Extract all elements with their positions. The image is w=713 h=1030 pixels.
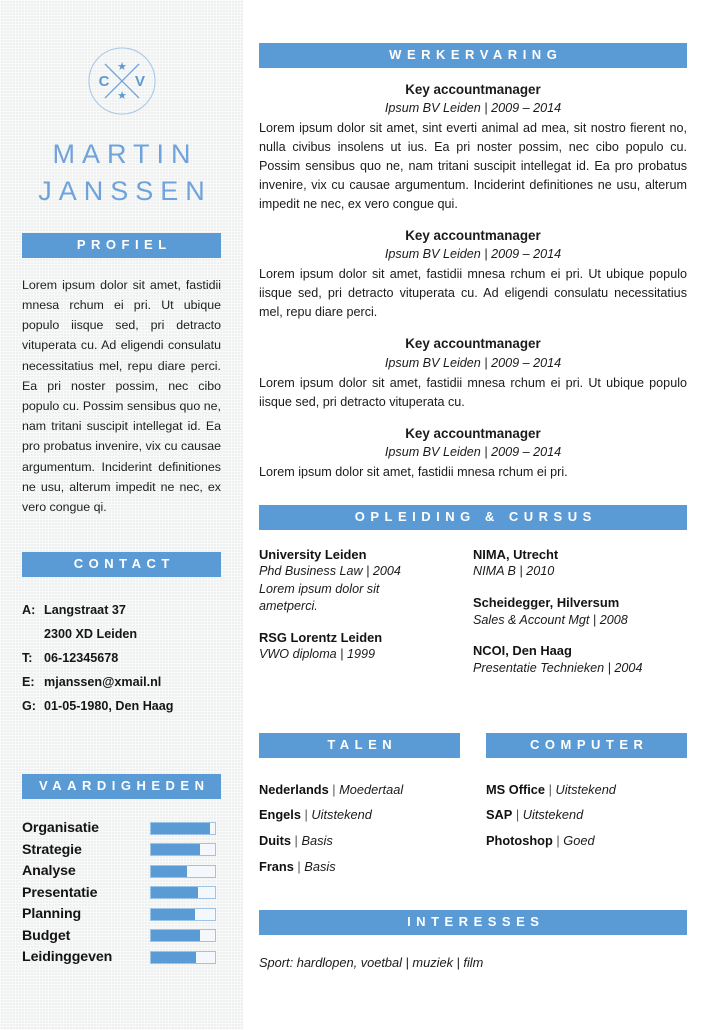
item-level: Uitstekend: [555, 781, 616, 797]
contact-key: E:: [22, 675, 35, 690]
item-level: Goed: [563, 833, 595, 849]
item-label: MS Office: [486, 781, 546, 797]
skill-label: Planning: [22, 906, 82, 923]
skill-progress-fill: [151, 866, 187, 877]
skill-progress-bar: [150, 843, 216, 856]
education-item: [259, 629, 461, 664]
talen-computer-headers: [259, 733, 687, 880]
item-level: Basis: [301, 833, 333, 849]
education-item: [473, 642, 675, 677]
section-vaardigheden: [0, 774, 243, 968]
section-opleiding: [259, 505, 687, 677]
contact-value-city: 2300 XD Leiden: [44, 626, 138, 641]
item-separator: |: [293, 859, 305, 875]
talen-column: [259, 733, 460, 880]
skill-row: [22, 861, 221, 883]
education-org: NCOI, Den Haag: [473, 642, 572, 658]
job-meta: Ipsum BV Leiden | 2009 – 2014: [384, 101, 562, 116]
skill-row: [22, 818, 221, 840]
contact-row-email[interactable]: [22, 670, 221, 694]
education-org: University Leiden: [259, 546, 367, 562]
skill-progress-fill: [151, 844, 200, 855]
skill-progress-bar: [150, 951, 216, 964]
item-label: Photoshop: [486, 833, 553, 849]
skill-row: [22, 925, 221, 947]
education-detail: Presentatie Technieken | 2004: [473, 660, 643, 675]
talen-heading: TALEN: [259, 733, 460, 758]
education-detail: Lorem ipsum dolor sit: [259, 581, 380, 596]
skill-label: Presentatie: [22, 884, 98, 901]
education-detail: ametperci.: [259, 599, 318, 614]
computer-skill-row: [486, 802, 687, 828]
contact-key: A:: [22, 602, 36, 617]
interesses-heading: INTERESSES: [259, 910, 687, 935]
skill-label: Leidinggeven: [22, 949, 113, 966]
last-name: JANSSEN: [38, 175, 212, 206]
job-description: Lorem ipsum dolor sit amet, fastidii mnesa rchum ei pri. Ut ubique populo iisque sed, pri detracto vituperata cu.: [259, 375, 687, 409]
job-entry: [259, 81, 687, 214]
contact-row-address: [22, 598, 221, 622]
education-item: [259, 546, 461, 616]
job-title: Key accountmanager: [405, 425, 541, 441]
skill-progress-bar: [150, 886, 216, 899]
contact-value-phone[interactable]: 06-12345678: [44, 650, 119, 665]
job-title: Key accountmanager: [405, 227, 541, 243]
skills-list: [22, 818, 221, 969]
contact-value-email[interactable]: mjanssen@xmail.nl: [44, 675, 162, 690]
skill-progress-fill: [151, 909, 195, 920]
education-org: RSG Lorentz Leiden: [259, 629, 383, 645]
skill-progress-fill: [151, 930, 200, 941]
item-label: Duits: [259, 833, 291, 849]
item-label: SAP: [486, 807, 513, 823]
sidebar: [0, 0, 243, 1030]
talen-list: [259, 777, 460, 880]
education-detail: NIMA B | 2010: [473, 564, 555, 579]
computer-list: [486, 777, 687, 855]
skill-progress-bar: [150, 929, 216, 942]
job-entry: [259, 227, 687, 322]
skill-progress-fill: [151, 887, 198, 898]
education-org: NIMA, Utrecht: [473, 546, 559, 562]
skill-progress-bar: [150, 865, 216, 878]
logo-star-top-icon: ★: [116, 60, 127, 73]
item-separator: |: [300, 807, 312, 823]
contact-row-phone[interactable]: [22, 646, 221, 670]
profiel-body: Lorem ipsum dolor sit amet, fastidii mnesa rchum ei pri. Ut ubique populo iisque sed, pri detracto vituperata cu. Ad eligendi consulatu necessitatius mel, repu diare perci. Ea pri noster possim, nec cibo populo cu. Possim sensibus quo ne, nam tritani suscipit intellegat id. Ea pro probatus invenire, vix cu causae argumentum. Inciderint definitiones ne usu, alterum impedit ne nec, ex vero congue qi.: [22, 277, 221, 515]
logo-letter-c: C: [98, 73, 109, 90]
job-title: Key accountmanager: [405, 81, 541, 97]
skill-label: Organisatie: [22, 820, 99, 837]
skill-row: [22, 947, 221, 969]
contact-heading: CONTACT: [22, 552, 221, 577]
language-row: [259, 802, 460, 828]
job-description: Lorem ipsum dolor sit amet, sint everti animal ad mea, sit nostro fierent no, nulla civibus insolens ut ius. Ea pri noster possim, nec cibo populo cu. Possim sensibus quo ne, nam tritani suscipit intellegat id. Ea pro probatus invenire, vix cu causae argumentum. Inciderint definitiones ne usu, alterum impedit ne nec, ex vero congue qui.: [259, 121, 687, 211]
language-row: [259, 828, 460, 854]
opleiding-heading: OPLEIDING & CURSUS: [259, 505, 687, 530]
contact-list: [22, 598, 221, 719]
education-org: Scheidegger, Hilversum: [473, 594, 620, 610]
skill-progress-bar: [150, 908, 216, 921]
item-label: Frans: [259, 859, 294, 875]
education-column-left: [259, 546, 473, 678]
cv-logo: [0, 44, 243, 118]
profiel-heading: PROFIEL: [22, 233, 221, 258]
main-content: [243, 0, 713, 1030]
section-profiel: [0, 233, 243, 517]
job-description: Lorem ipsum dolor sit amet, fastidii mnesa rchum ei pri.: [259, 465, 568, 480]
job-meta: Ipsum BV Leiden | 2009 – 2014: [384, 247, 562, 262]
item-level: Uitstekend: [311, 807, 372, 823]
contact-key: T:: [22, 650, 33, 665]
interesses-body: Sport: hardlopen, voetbal | muziek | film: [259, 954, 484, 970]
logo-star-bottom-icon: ★: [116, 89, 127, 102]
education-item: [473, 546, 675, 581]
skill-label: Strategie: [22, 841, 82, 858]
contact-value-street: Langstraat 37: [44, 602, 126, 617]
werkervaring-heading: WERKERVARING: [259, 43, 687, 68]
skill-label: Budget: [22, 927, 71, 944]
education-item: [473, 594, 675, 629]
computer-column: [486, 733, 687, 880]
section-contact: [0, 552, 243, 719]
education-detail: Phd Business Law | 2004: [259, 564, 401, 579]
education-column-right: [473, 546, 687, 678]
logo-letter-v: V: [134, 73, 145, 90]
section-interesses: [259, 910, 687, 970]
item-level: Basis: [304, 859, 336, 875]
item-separator: |: [552, 833, 564, 849]
skill-progress-bar: [150, 822, 216, 835]
skill-label: Analyse: [22, 863, 76, 880]
item-label: Nederlands: [259, 781, 329, 797]
language-row: [259, 777, 460, 803]
skill-progress-fill: [151, 823, 210, 834]
item-level: Moedertaal: [339, 781, 404, 797]
education-grid: [259, 546, 687, 678]
contact-key: [22, 622, 44, 646]
contact-row-city: [22, 622, 221, 646]
job-meta: Ipsum BV Leiden | 2009 – 2014: [384, 444, 562, 459]
job-meta: Ipsum BV Leiden | 2009 – 2014: [384, 355, 562, 370]
item-separator: |: [328, 781, 340, 797]
skill-row: [22, 839, 221, 861]
item-separator: |: [512, 807, 523, 823]
skill-row: [22, 904, 221, 926]
contact-value-birth: 01-05-1980, Den Haag: [44, 699, 174, 714]
job-title: Key accountmanager: [405, 336, 541, 352]
education-detail: Sales & Account Mgt | 2008: [473, 612, 628, 627]
job-entry: [259, 335, 687, 411]
contact-row-birth: [22, 694, 221, 718]
education-detail: VWO diploma | 1999: [259, 647, 375, 662]
cv-monogram-icon: [85, 44, 159, 118]
contact-key: G:: [22, 699, 36, 714]
computer-skill-row: [486, 777, 687, 803]
candidate-name: [0, 136, 243, 209]
job-description: Lorem ipsum dolor sit amet, fastidii mnesa rchum ei pri. Ut ubique populo iisque sed, pri detracto vituperata cu. Ad eligendi consulatu necessitatius mel, repu diare perci.: [259, 267, 687, 320]
job-entry: [259, 425, 687, 483]
skill-progress-fill: [151, 952, 196, 963]
computer-skill-row: [486, 828, 687, 854]
skill-row: [22, 882, 221, 904]
section-talen-computer: [259, 733, 687, 880]
first-name: MARTIN: [52, 139, 198, 169]
section-werkervaring: [259, 43, 687, 482]
skills-heading: VAARDIGHEDEN: [22, 774, 221, 799]
computer-heading: COMPUTER: [486, 733, 687, 758]
item-separator: |: [545, 781, 556, 797]
item-label: Engels: [259, 807, 301, 823]
item-separator: |: [291, 833, 302, 849]
language-row: [259, 854, 460, 880]
item-level: Uitstekend: [522, 807, 584, 823]
